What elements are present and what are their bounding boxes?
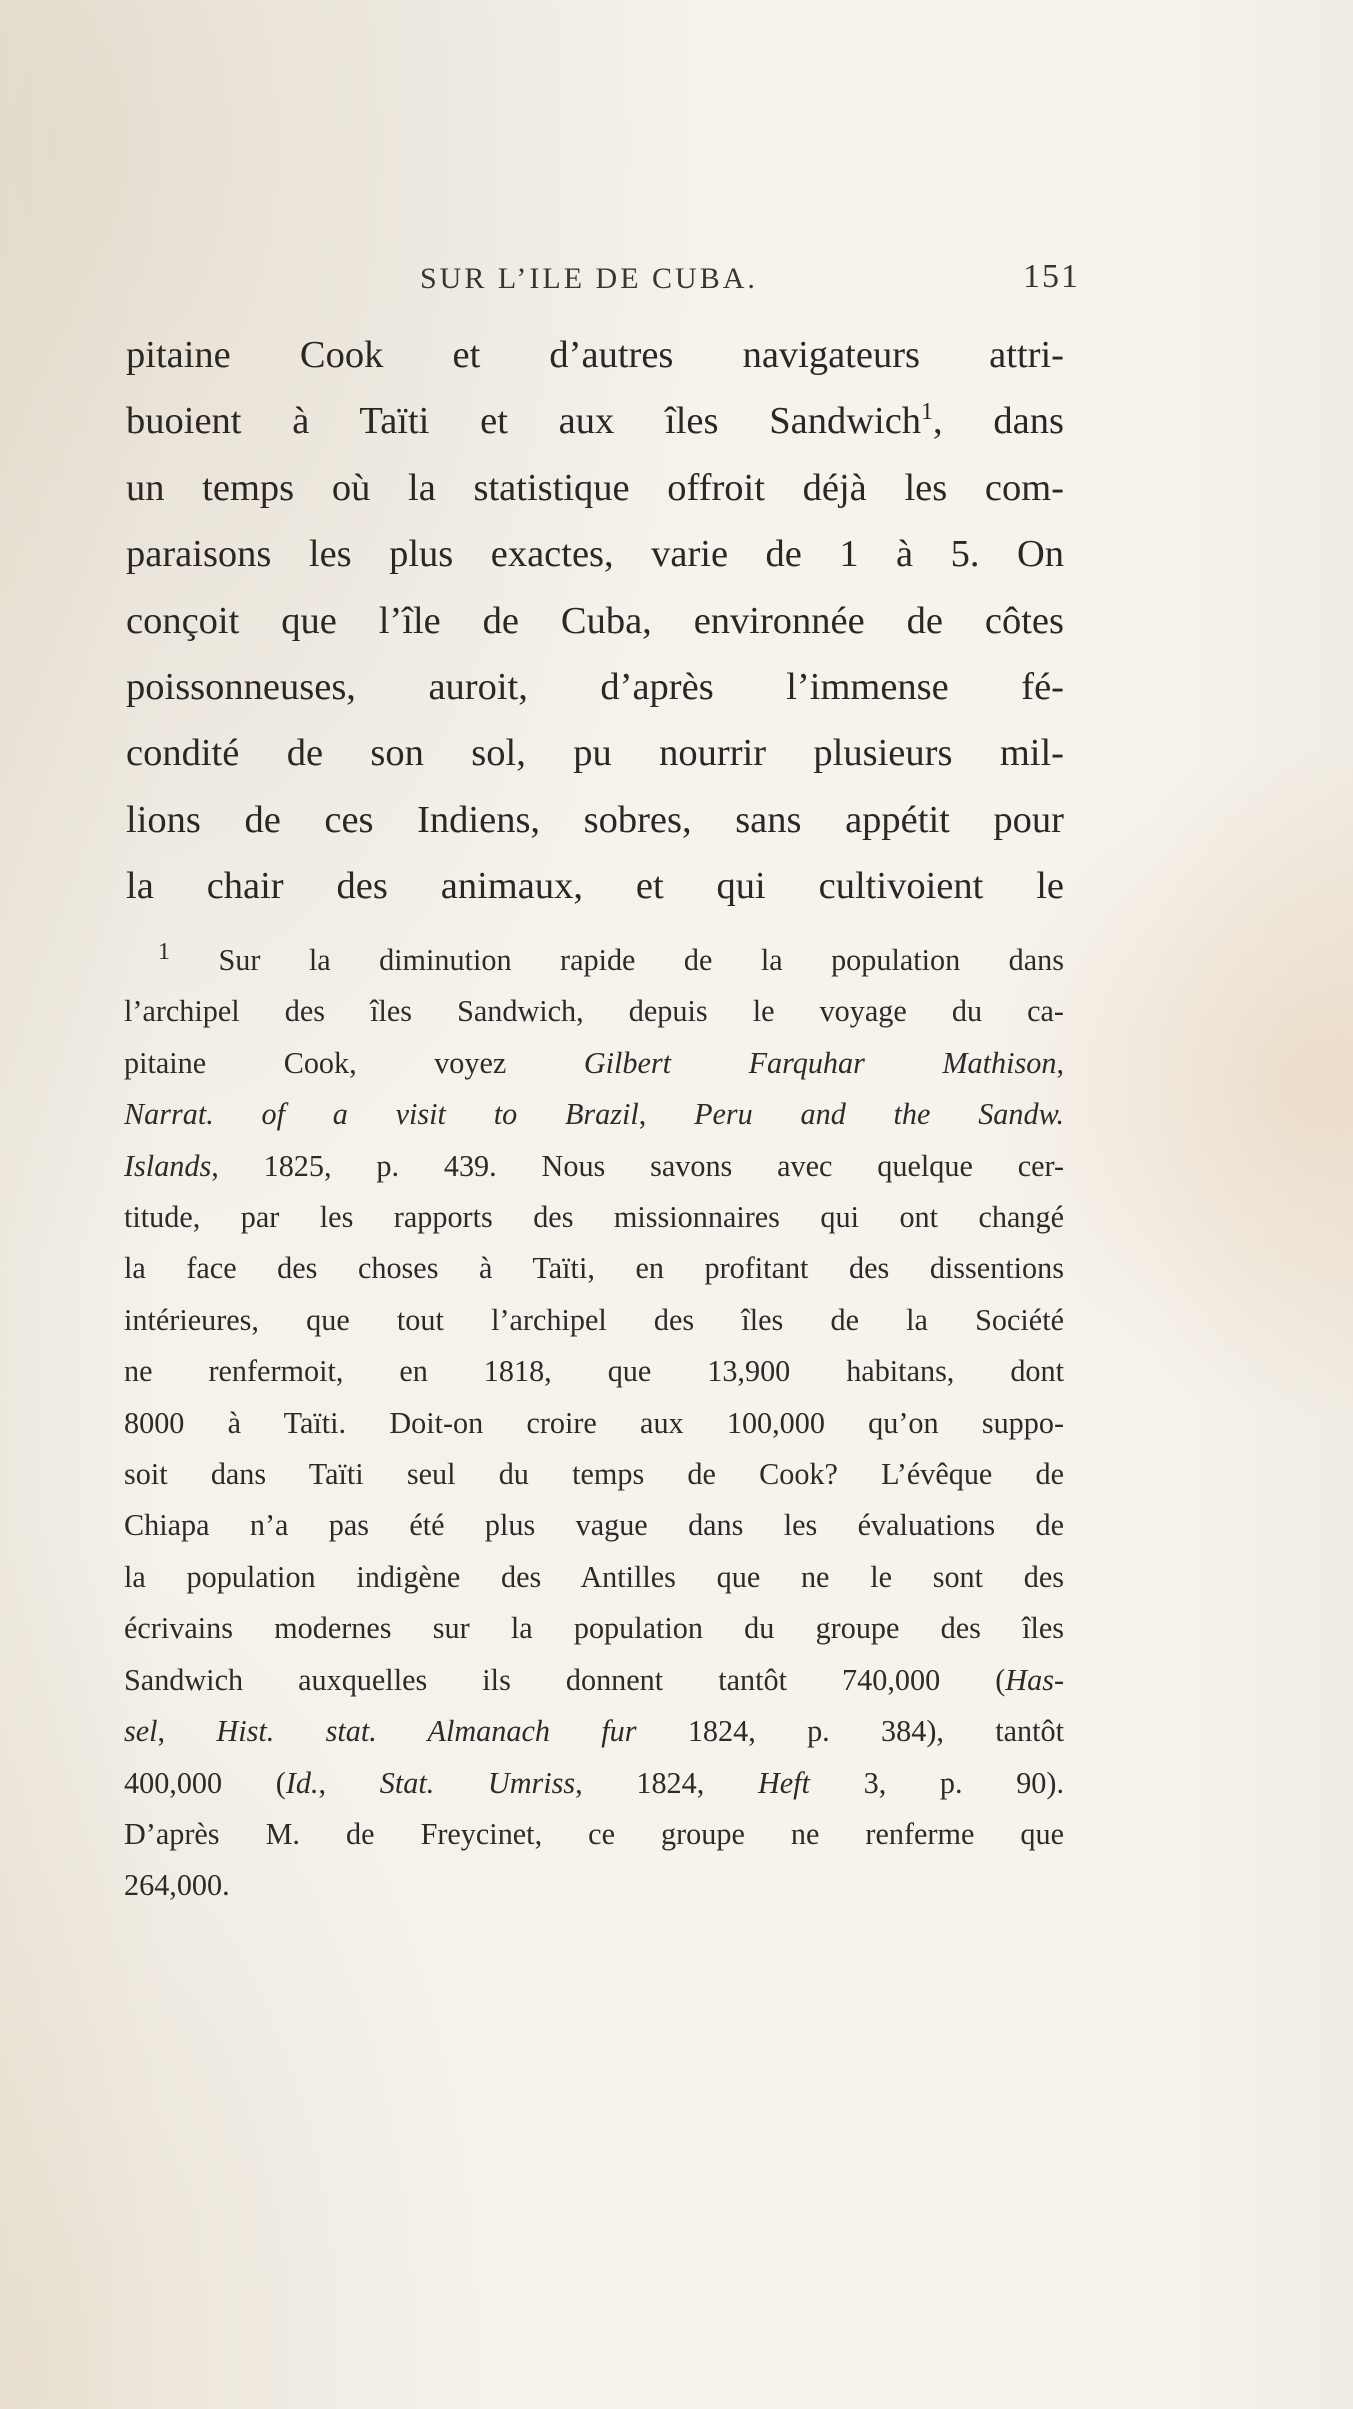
text-line: un temps où la statistique offroit déjà les com- [126,466,1064,509]
footnote-line: Islands, 1825, p. 439. Nous savons avec quelque cer- [124,1148,1064,1183]
footnote-line: Narrat. of a visit to Brazil, Peru and the Sandw. [124,1097,1065,1132]
footnote-line: écrivains modernes sur la population du groupe des îles [124,1611,1064,1646]
text-line: paraisons les plus exactes, varie de 1 à 5. On [126,533,1064,576]
footnote-line: la face des choses à Taïti, en profitant des dissentions [124,1251,1064,1286]
running-head [130,258,1080,302]
footnote-line: titude, par les rapports des missionnaires qui ont changé [124,1200,1064,1235]
running-title: SUR L’ILE DE CUBA. [420,262,758,295]
page-number: 151 [1023,258,1080,295]
text-line-part: , dans [933,400,1064,443]
footnote-line: la population indigène des Antilles que ne le sont des [124,1559,1064,1594]
footnote-line: soit dans Taïti seul du temps de Cook? L’évêque de [124,1457,1064,1492]
footnote-line: 8000 à Taïti. Doit-on croire aux 100,000 qu’on suppo- [124,1405,1064,1440]
footnote-line: 264,000. [124,1868,230,1903]
text-line: conçoit que l’île de Cuba, environnée de côtes [126,599,1064,642]
text-line: poissonneuses, auroit, d’après l’immense fé- [126,666,1064,709]
footnote [124,935,1064,1912]
footnote-line: pitaine Cook, voyez Gilbert Farquhar Mathison, [124,1045,1064,1080]
footnote-line: intérieures, que tout l’archipel des îles de la Société [124,1302,1064,1337]
footnote-line: sel, Hist. stat. Almanach fur 1824, p. 384), tantôt [124,1714,1064,1749]
footnote-line: Chiapa n’a pas été plus vague dans les évaluations de [124,1508,1064,1543]
text-line: lions de ces Indiens, sobres, sans appétit pour [126,798,1064,841]
footnote-line: 400,000 (Id., Stat. Umriss, 1824, Heft 3, p. 90). [124,1765,1064,1800]
footnote-marker: 1 [158,938,170,965]
main-text [126,322,1064,920]
footnote-line: Sandwich auxquelles ils donnent tantôt 740,000 (Has- [124,1662,1064,1697]
text-line: pitaine Cook et d’autres navigateurs attri- [126,334,1064,376]
footnote-line: ne renfermoit, en 1818, que 13,900 habitans, dont [124,1354,1064,1389]
text-line-part: buoient à Taïti et aux îles Sandwich [126,400,922,443]
footnote-line-text: Sur la diminution rapide de la population dans [218,943,1064,977]
text-line [126,388,1064,454]
text-line: la chair des animaux, et qui cultivoient le [126,865,1064,908]
footnote-line: l’archipel des îles Sandwich, depuis le voyage du ca- [124,994,1064,1029]
footnote-reference: 1 [921,399,934,426]
footnote-line [124,935,1064,986]
footnote-line: D’après M. de Freycinet, ce groupe ne renferme que [124,1816,1064,1851]
text-line: condité de son sol, pu nourrir plusieurs mil- [126,732,1064,775]
